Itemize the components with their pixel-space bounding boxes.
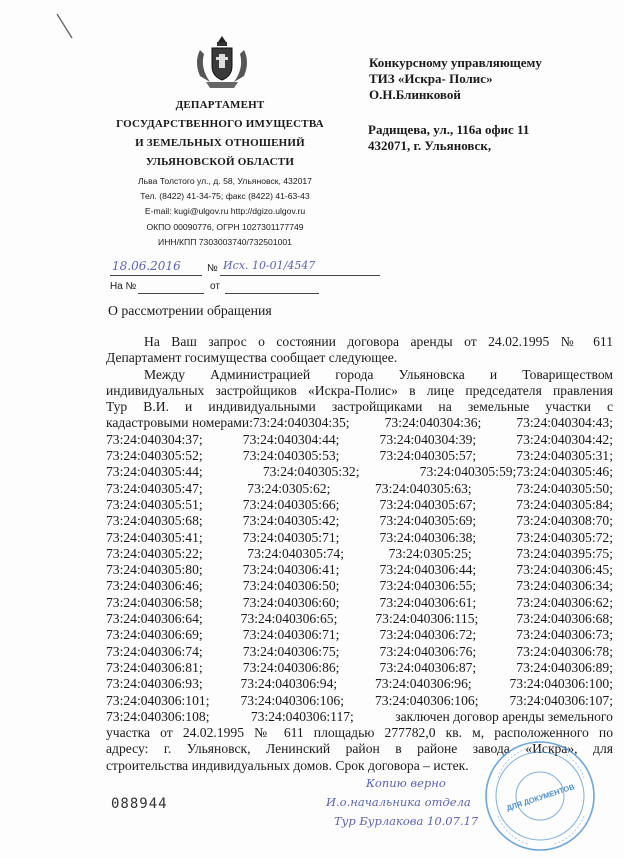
cadastral-number: 73:24:040308:70; xyxy=(516,513,613,529)
body-line: строительства индивидуальных домов. Срок договора – истек. xyxy=(106,757,469,773)
cadastral-number: 73:24:040306:34; xyxy=(516,578,613,594)
contact-line: ИНН/КПП 7303003740/732501001 xyxy=(158,236,292,247)
cadastral-row xyxy=(106,627,613,643)
cadastral-number: 73:24:040306:41; xyxy=(242,562,340,578)
address-line: 432071, г. Ульяновск, xyxy=(368,138,492,153)
cadastral-number: 73:24:040306:71; xyxy=(242,627,340,643)
cadastral-number: 73:24:040305:31; xyxy=(516,448,613,464)
handwriting-line: И.о.начальника отдела xyxy=(326,795,471,809)
cadastral-row xyxy=(106,693,613,709)
cadastral-number: 73:24:040306:62; xyxy=(516,594,613,610)
cadastral-number: 73:24:040306:117; xyxy=(250,708,354,724)
handwritten-date: 18.06.2016 xyxy=(112,259,181,273)
cadastral-number: 73:24:040306:115; xyxy=(375,611,479,627)
cadastral-number: 73:24:040306:72; xyxy=(379,627,477,643)
cadastral-number: 73:24:040306:45; xyxy=(516,562,613,578)
cadastral-number: 73:24:040306:81; xyxy=(106,659,203,675)
body-line: Тур В.И. и индивидуальными застройщиками на земельные участки с xyxy=(106,399,613,415)
cadastral-number: 73:24:040306:61; xyxy=(379,594,477,610)
cadastral-number: 73:24:040306:58; xyxy=(106,594,203,610)
cadastral-number: 73:24:040306:44; xyxy=(379,562,477,578)
body-line: участка от 24.02.1995 № 611 площадью 277782,0 кв. м, расположенного по xyxy=(106,725,613,741)
cadastral-number: 73:24:040306:73; xyxy=(516,627,613,643)
cadastral-number: 73:24:040306:60; xyxy=(242,594,340,610)
department-contacts xyxy=(105,174,345,250)
cadastral-number: 73:24:040305:72; xyxy=(516,529,613,545)
cadastral-row xyxy=(106,660,613,676)
recipient-block xyxy=(369,55,609,103)
cadastral-number: 73:24:040306:89; xyxy=(516,659,613,675)
cadastral-row xyxy=(106,562,613,578)
cadastral-row xyxy=(106,644,613,660)
cadastral-number: 73:24:040306:76; xyxy=(379,643,477,659)
cadastral-number: 73:24:040305:57; xyxy=(379,448,477,464)
cadastral-row xyxy=(106,497,613,513)
cadastral-row xyxy=(106,530,613,546)
cadastral-row xyxy=(106,415,613,431)
cadastral-number: 73:24:040306:74; xyxy=(106,643,203,659)
cadastral-number: 73:24:040306:75; xyxy=(242,643,340,659)
recipient-line: О.Н.Блинковой xyxy=(369,87,461,102)
cadastral-number: 73:24:040306:65; xyxy=(240,611,338,627)
cadastral-row xyxy=(106,513,613,529)
handwriting-line: Тур Бурлакова 10.07.17 xyxy=(334,814,479,828)
cadastral-row xyxy=(106,676,613,692)
cadastral-number: 73:24:040305:68; xyxy=(106,513,203,529)
cadastral-number: 73:24:040305:32; xyxy=(262,464,360,480)
department-line: УЛЬЯНОВСКОЙ ОБЛАСТИ xyxy=(145,156,295,168)
cadastral-number: 73:24:040306:100; xyxy=(509,676,613,692)
cadastral-number: 73:24:040304:42; xyxy=(516,431,613,447)
stamp-center-text: ДЛЯ ДОКУМЕНТОВ xyxy=(505,782,576,813)
coat-of-arms-emblem xyxy=(190,32,254,90)
cadastral-number: 73:24:040305:52; xyxy=(106,448,203,464)
contact-line: Льва Толстого ул., д. 58, Ульяновск, 432017 xyxy=(138,176,312,186)
cadastral-number: 73:24:040306:38; xyxy=(379,529,477,545)
ref-date-underline xyxy=(225,293,319,294)
cadastral-number: 73:24:040306:87; xyxy=(379,659,477,675)
department-line: ДЕПАРТАМЕНТ xyxy=(175,99,265,111)
cadastral-row xyxy=(106,464,613,480)
department-name xyxy=(110,96,330,172)
body-line: Департамент госимущества сообщает следующее. xyxy=(106,350,398,366)
cadastral-number: 73:24:040305:67; xyxy=(379,496,477,512)
cadastral-row xyxy=(106,432,613,448)
handwriting-line: Копию верно xyxy=(366,776,446,790)
body-line: индивидуальных застройщиков «Искра-Полис» в лице председателя правления xyxy=(106,382,613,398)
cadastral-row xyxy=(106,611,613,627)
cadastral-number: 73:24:040305:74; xyxy=(247,545,344,561)
cadastral-number: 73:24:040305:80; xyxy=(106,562,203,578)
cadastral-row xyxy=(106,546,613,562)
cadastral-number: 73:24:040305:44; xyxy=(106,464,203,480)
cadastral-number: 73:24:040305:47; xyxy=(106,480,203,496)
recipient-address xyxy=(368,122,608,154)
body-line: адресу: г. Ульяновск, Ленинский район в районе завода «Искра», для xyxy=(106,741,613,757)
cadastral-number: 73:24:040306:106; xyxy=(240,692,344,708)
cadastral-number: 73:24:040306:50; xyxy=(242,578,340,594)
official-stamp xyxy=(478,738,598,854)
cadastral-number: 73:24:040304:44; xyxy=(242,431,340,447)
date-underline xyxy=(110,275,202,276)
body-line: На Ваш запрос о состоянии договора аренды от 24.02.1995 № 611 xyxy=(144,334,613,349)
cadastral-number: 73:24:040306:106; xyxy=(375,692,479,708)
registration-line xyxy=(110,259,380,276)
recipient-line: ТИЗ «Искра- Полис» xyxy=(369,71,493,86)
cadastral-number: 73:24:040306:68; xyxy=(516,611,613,627)
contact-line: Тел. (8422) 41-34-75; факс (8422) 41-63-43 xyxy=(140,191,310,202)
cadastral-number: 73:24:040305:69; xyxy=(379,513,477,529)
cadastral-number: 73:24:040305:53; xyxy=(242,448,340,464)
cadastral-number: 73:24:040305:71; xyxy=(242,529,340,545)
contact-line: E-mail: kugi@ulgov.ru http://dgizo.ulgov.ru xyxy=(144,206,306,217)
scan-mark xyxy=(55,12,75,42)
cadastral-row xyxy=(106,595,613,611)
ref-date-label: от xyxy=(210,281,220,292)
serial-number: 088944 xyxy=(111,796,168,812)
ref-number-label: На № xyxy=(110,281,137,292)
cadastral-number: 73:24:040305:22; xyxy=(106,545,203,561)
recipient-line: Конкурсному управляющему xyxy=(369,55,542,70)
cadastral-number: кадастровыми номерами:73:24:040304:35; xyxy=(106,415,350,431)
cadastral-number: 73:24:040306:55; xyxy=(379,578,477,594)
cadastral-number: 73:24:040304:39; xyxy=(379,431,477,447)
cadastral-list xyxy=(106,432,613,709)
cadastral-number: 73:24:040305:63; xyxy=(375,480,472,496)
cadastral-number: 73:24:040304:37; xyxy=(106,431,203,447)
cadastral-number: 73:24:040304:36; xyxy=(384,415,482,431)
cadastral-number: 73:24:040306:93; xyxy=(106,676,203,692)
cadastral-number: 73:24:040306:94; xyxy=(240,676,338,692)
cadastral-number: 73:24:040305:59;73:24:040305:46; xyxy=(419,464,613,480)
contact-line: ОКПО 00090776, ОГРН 1027301177749 xyxy=(146,221,304,232)
cadastral-number: 73:24:040306:101; xyxy=(106,692,210,708)
cadastral-number: 73:24:040304:43; xyxy=(516,415,613,431)
address-line: Радищева, ул., 116а офис 11 xyxy=(368,122,530,137)
cadastral-number: 73:24:040306:86; xyxy=(242,659,340,675)
cadastral-number: 73:24:040305:41; xyxy=(106,529,203,545)
cadastral-number: 73:24:040306:46; xyxy=(106,578,203,594)
number-underline xyxy=(220,275,380,276)
cadastral-number: 73:24:0305:62; xyxy=(247,480,331,496)
cadastral-number: 73:24:040395:75; xyxy=(516,545,613,561)
body-line: Между Администрацией города Ульяновска и Товариществом xyxy=(144,366,613,382)
cadastral-number: 73:24:040305:42; xyxy=(242,513,340,529)
ref-number-underline xyxy=(138,293,204,294)
cadastral-number: 73:24:040306:78; xyxy=(516,643,613,659)
cadastral-number: 73:24:040306:96; xyxy=(375,676,472,692)
cadastral-number: 73:24:040306:107; xyxy=(509,692,613,708)
cadastral-number: 73:24:040306:108; xyxy=(106,708,210,724)
number-label: № xyxy=(207,263,218,274)
letter-subject: О рассмотрении обращения xyxy=(108,303,272,318)
handwritten-number: Исх. 10-01/4547 xyxy=(223,259,316,272)
cadastral-number: 73:24:040305:84; xyxy=(516,496,613,512)
cadastral-row xyxy=(106,448,613,464)
closing-text: заключен договор аренды земельного xyxy=(395,708,613,724)
reference-line xyxy=(110,281,320,295)
cadastral-number: 73:24:040306:69; xyxy=(106,627,203,643)
cadastral-number: 73:24:040305:51; xyxy=(106,496,203,512)
department-line: И ЗЕМЕЛЬНЫХ ОТНОШЕНИЙ xyxy=(135,137,305,149)
closing-row xyxy=(106,709,613,725)
department-line: ГОСУДАРСТВЕННОГО ИМУЩЕСТВА xyxy=(116,118,324,130)
cadastral-number: 73:24:0305:25; xyxy=(388,545,472,561)
cadastral-number: 73:24:040306:64; xyxy=(106,611,203,627)
cadastral-row xyxy=(106,481,613,497)
cadastral-number: 73:24:040305:66; xyxy=(242,496,340,512)
cadastral-row xyxy=(106,578,613,594)
cadastral-number: 73:24:040305:50; xyxy=(516,480,613,496)
letter-body xyxy=(106,334,613,774)
